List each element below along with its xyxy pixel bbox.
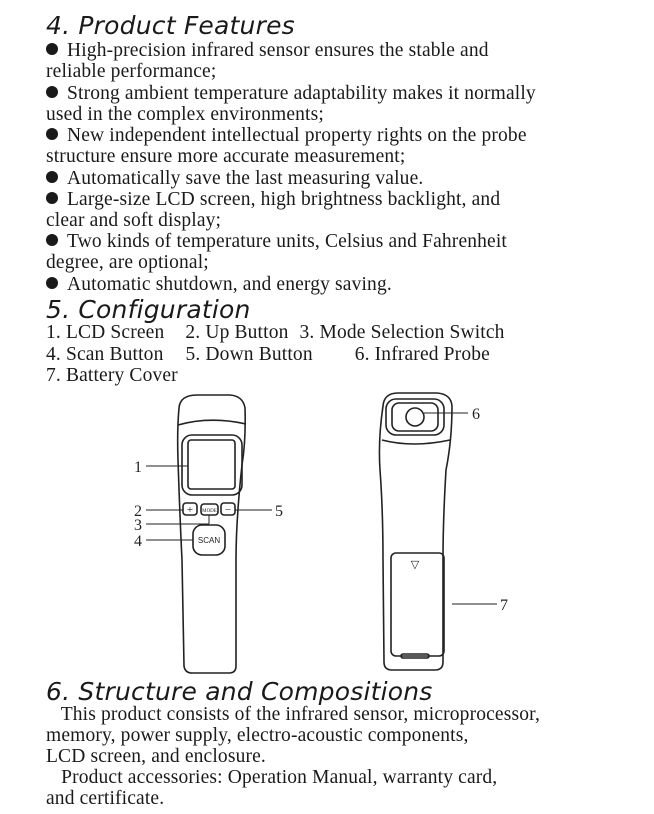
config-item-infrared-probe: 6. Infrared Probe bbox=[354, 344, 490, 365]
thermometer-diagram bbox=[0, 385, 654, 675]
callout-6: 6 bbox=[472, 406, 480, 423]
feature-bullet-6-cont: degree, are optional; bbox=[46, 252, 209, 273]
feature-bullet-1-cont: reliable performance; bbox=[46, 61, 217, 82]
configuration-line-1 bbox=[46, 322, 505, 343]
callout-5: 5 bbox=[275, 503, 283, 520]
configuration-line-3 bbox=[46, 365, 178, 386]
infrared-probe-icon bbox=[406, 408, 424, 426]
battery-arrow-icon: ▽ bbox=[410, 559, 420, 571]
section-6-heading: 6. Structure and Compositions bbox=[46, 677, 433, 706]
accessories-para-line-1: Product accessories: Operation Manual, warranty card, bbox=[46, 767, 498, 788]
feature-bullet-2: Strong ambient temperature adaptability makes it normally bbox=[46, 83, 536, 104]
config-item-mode-switch: 3. Mode Selection Switch bbox=[299, 322, 505, 343]
config-item-battery-cover: 7. Battery Cover bbox=[46, 365, 178, 386]
callout-3: 3 bbox=[134, 517, 142, 534]
back-leader-lines bbox=[424, 413, 497, 604]
feature-bullet-5-cont: clear and soft display; bbox=[46, 210, 222, 231]
bullet-dot-icon bbox=[46, 171, 58, 183]
lcd-screen-frame bbox=[182, 435, 242, 495]
feature-bullet-4: Automatically save the last measuring value. bbox=[46, 168, 423, 189]
feature-bullet-7: Automatic shutdown, and energy saving. bbox=[46, 274, 392, 295]
configuration-line-2 bbox=[46, 344, 490, 365]
section-5-heading: 5. Configuration bbox=[46, 295, 251, 324]
down-button-symbol: − bbox=[224, 504, 232, 516]
bullet-dot-icon bbox=[46, 128, 58, 140]
mode-button-label: MODE bbox=[202, 509, 217, 514]
up-button-symbol: + bbox=[186, 504, 194, 516]
config-item-up-button: 2. Up Button bbox=[185, 322, 289, 343]
back-neck-curve bbox=[382, 440, 450, 444]
bullet-dot-icon bbox=[46, 277, 58, 289]
feature-bullet-6: Two kinds of temperature units, Celsius and Fahrenheit bbox=[46, 231, 507, 252]
accessories-para-line-2: and certificate. bbox=[46, 788, 165, 809]
config-item-down-button: 5. Down Button bbox=[185, 344, 313, 365]
callout-4: 4 bbox=[134, 533, 142, 550]
feature-bullet-2-cont: used in the complex environments; bbox=[46, 104, 324, 125]
config-item-scan-button: 4. Scan Button bbox=[46, 344, 164, 365]
feature-bullet-3-cont: structure ensure more accurate measurement; bbox=[46, 146, 406, 167]
feature-bullet-1: High-precision infrared sensor ensures the stable and bbox=[46, 40, 489, 61]
thermometer-back-view bbox=[379, 393, 452, 670]
section-4-heading: 4. Product Features bbox=[46, 11, 295, 40]
config-item-lcd-screen: 1. LCD Screen bbox=[46, 322, 165, 343]
bullet-dot-icon bbox=[46, 43, 58, 55]
feature-bullet-3: New independent intellectual property rights on the probe bbox=[46, 125, 527, 146]
bullet-dot-icon bbox=[46, 234, 58, 246]
feature-bullet-5: Large-size LCD screen, high brightness backlight, and bbox=[46, 189, 500, 210]
scan-button-label: SCAN bbox=[197, 536, 221, 545]
callout-7: 7 bbox=[500, 597, 508, 614]
front-head-band bbox=[178, 420, 246, 425]
thermometer-front-view bbox=[178, 395, 246, 673]
bullet-dot-icon bbox=[46, 192, 58, 204]
callout-1: 1 bbox=[134, 459, 142, 476]
front-leader-lines bbox=[146, 466, 272, 540]
lcd-screen bbox=[188, 440, 235, 489]
structure-para-line-2: memory, power supply, electro-acoustic components, bbox=[46, 725, 469, 746]
structure-para-line-3: LCD screen, and enclosure. bbox=[46, 746, 266, 767]
bullet-dot-icon bbox=[46, 86, 58, 98]
callout-2: 2 bbox=[134, 503, 142, 520]
structure-para-line-1: This product consists of the infrared sensor, microprocessor, bbox=[46, 704, 540, 725]
